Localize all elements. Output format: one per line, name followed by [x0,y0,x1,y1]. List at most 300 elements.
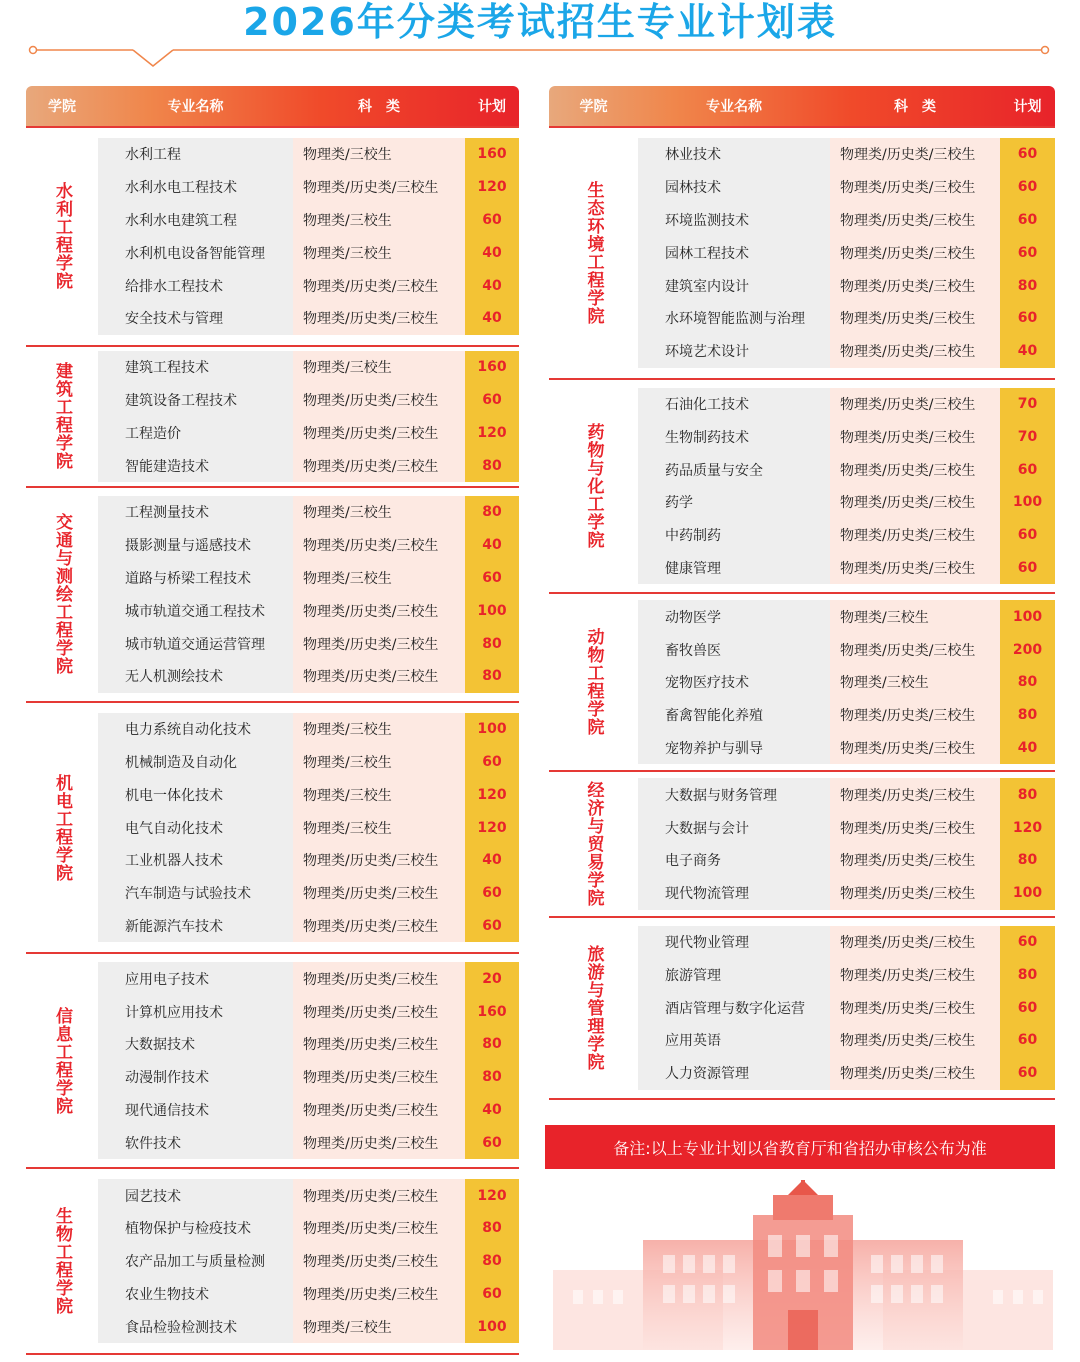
college-section [549,594,1055,772]
table-row [98,811,519,844]
major-name: 现代通信技术 [98,1094,293,1127]
page-title: 2026年分类考试招生专业计划表 [243,0,837,44]
major-name: 大数据技术 [98,1028,293,1061]
major-name: 食品检验检测技术 [98,1310,293,1343]
major-name: 畜禽智能化养殖 [638,699,830,732]
table-row [98,877,519,910]
plan-count: 20 [465,962,519,995]
plan-count: 60 [465,877,519,910]
subject-category: 物理类/历史类/三校生 [293,627,465,660]
plan-count: 120 [465,171,519,204]
plan-count: 60 [465,1126,519,1159]
header-major: 专业名称 [706,99,762,115]
subject-category: 物理类/历史类/三校生 [293,416,465,449]
table-row [638,600,1055,633]
major-rows [638,772,1055,915]
major-name: 应用电子技术 [98,962,293,995]
major-name: 现代物流管理 [638,877,830,910]
table-row [98,995,519,1028]
plan-count: 60 [1000,171,1055,204]
table-row [638,778,1055,811]
major-name: 给排水工程技术 [98,269,293,302]
subject-category: 物理类/历史类/三校生 [830,1024,1000,1057]
college-name-cell [26,1169,98,1353]
major-name: 工业机器人技术 [98,844,293,877]
plan-count: 80 [465,1212,519,1245]
subject-category: 物理类/历史类/三校生 [830,486,1000,519]
plan-count: 40 [465,236,519,269]
subject-category: 物理类/历史类/三校生 [830,302,1000,335]
major-name: 林业技术 [638,138,830,171]
college-name: 动物工程学院 [583,628,604,737]
major-name: 畜牧兽医 [638,633,830,666]
plan-count: 80 [465,449,519,482]
table-row [98,1179,519,1212]
plan-count: 40 [465,302,519,335]
subject-category: 物理类/历史类/三校生 [830,926,1000,959]
major-name: 酒店管理与数字化运营 [638,991,830,1024]
plan-count: 80 [1000,778,1055,811]
subject-category: 物理类/三校生 [293,204,465,237]
plan-count: 80 [465,627,519,660]
subject-category: 物理类/历史类/三校生 [830,732,1000,765]
major-name: 生物制药技术 [638,420,830,453]
table-row [638,486,1055,519]
subject-category: 物理类/历史类/三校生 [293,910,465,943]
header-category: 科 类 [358,99,400,115]
plan-count: 40 [1000,732,1055,765]
major-rows [98,128,519,345]
table-row [98,627,519,660]
right-plan-table [549,86,1055,1100]
plan-count: 60 [1000,302,1055,335]
major-name: 水利机电设备智能管理 [98,236,293,269]
college-section [26,1169,519,1355]
major-name: 道路与桥梁工程技术 [98,562,293,595]
plan-count: 60 [1000,991,1055,1024]
subject-category: 物理类/历史类/三校生 [293,529,465,562]
table-row [98,844,519,877]
subject-category: 物理类/历史类/三校生 [293,1094,465,1127]
college-name-cell [26,954,98,1167]
major-name: 水利工程 [98,138,293,171]
subject-category: 物理类/历史类/三校生 [830,269,1000,302]
table-row [98,562,519,595]
subject-category: 物理类/三校生 [830,600,1000,633]
major-name: 应用英语 [638,1024,830,1057]
major-name: 环境艺术设计 [638,335,830,368]
plan-count: 80 [465,660,519,693]
major-name: 建筑工程技术 [98,351,293,384]
plan-count: 80 [1000,958,1055,991]
college-section [26,126,519,347]
header-college: 学院 [48,99,76,115]
table-row [638,926,1055,959]
plan-count: 100 [465,713,519,746]
remark-banner: 备注:以上专业计划以省教育厅和省招办审核公布为准 [545,1125,1055,1169]
major-name: 水利水电建筑工程 [98,204,293,237]
table-row [98,138,519,171]
table-row [98,1245,519,1278]
subject-category: 物理类/历史类/三校生 [830,171,1000,204]
subject-category: 物理类/历史类/三校生 [830,1057,1000,1090]
subject-category: 物理类/历史类/三校生 [293,1245,465,1278]
plan-count: 160 [465,351,519,384]
plan-count: 120 [465,778,519,811]
major-rows [638,594,1055,770]
major-name: 无人机测绘技术 [98,660,293,693]
plan-count: 60 [465,746,519,779]
subject-category: 物理类/历史类/三校生 [830,844,1000,877]
subject-category: 物理类/三校生 [293,562,465,595]
major-name: 工程造价 [98,416,293,449]
plan-count: 120 [465,811,519,844]
table-row [98,962,519,995]
left-plan-table [26,86,519,1355]
subject-category: 物理类/历史类/三校生 [293,844,465,877]
plan-count: 80 [465,1028,519,1061]
subject-category: 物理类/三校生 [293,351,465,384]
college-name-cell [26,347,98,486]
college-section [549,126,1055,380]
table-row [98,594,519,627]
college-name: 经济与贸易学院 [583,780,604,907]
subject-category: 物理类/历史类/三校生 [293,171,465,204]
table-row [98,269,519,302]
plan-count: 70 [1000,388,1055,421]
major-name: 软件技术 [98,1126,293,1159]
major-name: 大数据与财务管理 [638,778,830,811]
plan-count: 70 [1000,420,1055,453]
major-name: 计算机应用技术 [98,995,293,1028]
plan-count: 40 [465,1094,519,1127]
major-name: 园艺技术 [98,1179,293,1212]
plan-count: 100 [1000,600,1055,633]
table-row [638,552,1055,585]
college-name-cell [549,772,638,915]
major-name: 机械制造及自动化 [98,746,293,779]
header-plan: 计划 [1013,99,1042,115]
table-row [98,1028,519,1061]
college-name: 药物与化工学院 [583,422,604,549]
table-row [98,713,519,746]
major-name: 工程测量技术 [98,496,293,529]
major-name: 建筑室内设计 [638,269,830,302]
subject-category: 物理类/历史类/三校生 [830,519,1000,552]
table-row [98,416,519,449]
subject-category: 物理类/历史类/三校生 [293,449,465,482]
plan-count: 60 [1000,138,1055,171]
plan-count: 60 [1000,204,1055,237]
major-name: 水利水电工程技术 [98,171,293,204]
right-table-body [549,126,1055,1100]
table-row [98,910,519,943]
major-name: 建筑设备工程技术 [98,384,293,417]
plan-count: 120 [465,416,519,449]
table-row [638,453,1055,486]
table-row [638,420,1055,453]
subject-category: 物理类/历史类/三校生 [830,958,1000,991]
subject-category: 物理类/历史类/三校生 [293,877,465,910]
college-section [549,380,1055,595]
subject-category: 物理类/历史类/三校生 [830,388,1000,421]
major-name: 药品质量与安全 [638,453,830,486]
major-name: 大数据与会计 [638,811,830,844]
plan-count: 60 [465,910,519,943]
table-row [98,384,519,417]
major-name: 机电一体化技术 [98,778,293,811]
subject-category: 物理类/历史类/三校生 [830,699,1000,732]
table-row [98,1212,519,1245]
table-row [638,958,1055,991]
college-section [26,488,519,703]
plan-count: 80 [1000,699,1055,732]
subject-category: 物理类/三校生 [293,713,465,746]
subject-category: 物理类/历史类/三校生 [830,991,1000,1024]
college-name-cell [549,594,638,770]
subject-category: 物理类/历史类/三校生 [830,420,1000,453]
subject-category: 物理类/历史类/三校生 [830,811,1000,844]
plan-count: 80 [1000,666,1055,699]
table-row [638,302,1055,335]
table-row [638,991,1055,1024]
subject-category: 物理类/历史类/三校生 [293,1061,465,1094]
subject-category: 物理类/历史类/三校生 [293,995,465,1028]
title-underline-decoration [28,44,1050,74]
major-name: 水环境智能监测与治理 [638,302,830,335]
major-rows [98,703,519,953]
subject-category: 物理类/历史类/三校生 [293,594,465,627]
subject-category: 物理类/历史类/三校生 [293,962,465,995]
subject-category: 物理类/历史类/三校生 [293,1126,465,1159]
major-name: 城市轨道交通工程技术 [98,594,293,627]
major-name: 环境监测技术 [638,204,830,237]
plan-count: 200 [1000,633,1055,666]
plan-count: 100 [465,1310,519,1343]
plan-count: 120 [1000,811,1055,844]
college-name: 生物工程学院 [52,1207,72,1316]
left-table-body [26,126,519,1355]
college-section [549,772,1055,917]
college-name-cell [549,128,638,378]
subject-category: 物理类/三校生 [293,778,465,811]
table-row [638,877,1055,910]
college-section [26,347,519,488]
major-name: 城市轨道交通运营管理 [98,627,293,660]
subject-category: 物理类/历史类/三校生 [830,778,1000,811]
table-row [98,449,519,482]
header-college: 学院 [579,99,608,115]
major-name: 植物保护与检疫技术 [98,1212,293,1245]
plan-count: 60 [1000,552,1055,585]
college-name-cell [26,703,98,953]
plan-count: 80 [465,1061,519,1094]
table-row [98,351,519,384]
plan-count: 60 [465,562,519,595]
plan-count: 80 [465,1245,519,1278]
header-plan: 计划 [478,99,506,115]
college-name: 生态环境工程学院 [583,180,604,325]
table-row [98,660,519,693]
plan-count: 80 [465,496,519,529]
subject-category: 物理类/历史类/三校生 [293,1179,465,1212]
major-name: 动物医学 [638,600,830,633]
table-row [98,236,519,269]
subject-category: 物理类/历史类/三校生 [830,877,1000,910]
table-row [638,811,1055,844]
major-name: 电力系统自动化技术 [98,713,293,746]
plan-count: 40 [465,844,519,877]
college-name-cell [549,918,638,1098]
table-row [638,699,1055,732]
table-row [98,1278,519,1311]
subject-category: 物理类/历史类/三校生 [830,335,1000,368]
major-name: 智能建造技术 [98,449,293,482]
plan-count: 60 [1000,1057,1055,1090]
subject-category: 物理类/历史类/三校生 [830,138,1000,171]
subject-category: 物理类/三校生 [293,746,465,779]
table-row [638,236,1055,269]
major-name: 农业生物技术 [98,1278,293,1311]
major-name: 中药制药 [638,519,830,552]
major-name: 宠物养护与驯导 [638,732,830,765]
subject-category: 物理类/历史类/三校生 [293,1278,465,1311]
major-name: 宠物医疗技术 [638,666,830,699]
table-row [98,1061,519,1094]
table-row [98,1310,519,1343]
table-row [98,1126,519,1159]
major-name: 旅游管理 [638,958,830,991]
table-row [98,171,519,204]
plan-count: 60 [1000,926,1055,959]
subject-category: 物理类/三校生 [293,811,465,844]
plan-count: 60 [1000,236,1055,269]
major-name: 汽车制造与试验技术 [98,877,293,910]
college-name-cell [26,488,98,701]
plan-count: 40 [465,269,519,302]
plan-count: 120 [465,1179,519,1212]
table-header-left [26,86,519,126]
major-name: 电子商务 [638,844,830,877]
subject-category: 物理类/历史类/三校生 [830,633,1000,666]
major-name: 园林技术 [638,171,830,204]
major-name: 现代物业管理 [638,926,830,959]
table-row [638,519,1055,552]
major-rows [638,380,1055,593]
subject-category: 物理类/历史类/三校生 [293,302,465,335]
subject-category: 物理类/历史类/三校生 [293,660,465,693]
table-row [638,666,1055,699]
plan-count: 60 [465,1278,519,1311]
major-name: 动漫制作技术 [98,1061,293,1094]
college-name: 信息工程学院 [52,1006,72,1115]
college-name: 水利工程学院 [52,182,72,291]
college-name: 建筑工程学院 [52,362,72,471]
table-row [638,388,1055,421]
college-section [26,954,519,1169]
table-row [638,335,1055,368]
major-name: 新能源汽车技术 [98,910,293,943]
table-row [638,171,1055,204]
plan-count: 60 [465,204,519,237]
header-major: 专业名称 [167,99,224,115]
table-row [98,204,519,237]
major-name: 人力资源管理 [638,1057,830,1090]
plan-count: 160 [465,995,519,1028]
table-row [638,1057,1055,1090]
table-row [98,302,519,335]
plan-count: 80 [1000,844,1055,877]
subject-category: 物理类/三校生 [293,1310,465,1343]
major-name: 药学 [638,486,830,519]
major-name: 石油化工技术 [638,388,830,421]
subject-category: 物理类/历史类/三校生 [830,552,1000,585]
table-row [98,1094,519,1127]
table-row [638,732,1055,765]
subject-category: 物理类/历史类/三校生 [830,453,1000,486]
major-name: 摄影测量与遥感技术 [98,529,293,562]
major-name: 电气自动化技术 [98,811,293,844]
plan-count: 100 [1000,486,1055,519]
table-row [638,204,1055,237]
subject-category: 物理类/三校生 [293,496,465,529]
plan-count: 60 [465,384,519,417]
header-category: 科 类 [894,99,936,115]
plan-count: 100 [465,594,519,627]
plan-count: 60 [1000,519,1055,552]
table-row [638,844,1055,877]
plan-count: 60 [1000,453,1055,486]
college-section [549,918,1055,1100]
subject-category: 物理类/三校生 [830,666,1000,699]
plan-count: 40 [1000,335,1055,368]
table-row [98,529,519,562]
college-name: 交通与测绘工程学院 [52,513,72,676]
college-section [26,703,519,955]
plan-count: 100 [1000,877,1055,910]
plan-count: 160 [465,138,519,171]
subject-category: 物理类/历史类/三校生 [293,269,465,302]
major-rows [98,954,519,1167]
plan-count: 60 [1000,1024,1055,1057]
major-name: 园林工程技术 [638,236,830,269]
table-row [638,633,1055,666]
major-rows [98,488,519,701]
table-row [98,778,519,811]
campus-building-illustration [553,1180,1053,1360]
table-row [638,269,1055,302]
subject-category: 物理类/历史类/三校生 [293,1212,465,1245]
major-name: 安全技术与管理 [98,302,293,335]
college-name: 旅游与管理学院 [583,944,604,1071]
subject-category: 物理类/历史类/三校生 [293,384,465,417]
college-name-cell [549,380,638,593]
table-row [638,1024,1055,1057]
table-row [98,746,519,779]
subject-category: 物理类/三校生 [293,236,465,269]
major-name: 健康管理 [638,552,830,585]
subject-category: 物理类/历史类/三校生 [830,236,1000,269]
major-rows [98,1169,519,1353]
college-name-cell [26,128,98,345]
major-rows [98,347,519,486]
subject-category: 物理类/历史类/三校生 [293,1028,465,1061]
major-rows [638,128,1055,378]
subject-category: 物理类/历史类/三校生 [830,204,1000,237]
table-row [638,138,1055,171]
plan-count: 40 [465,529,519,562]
table-header-right [549,86,1055,126]
